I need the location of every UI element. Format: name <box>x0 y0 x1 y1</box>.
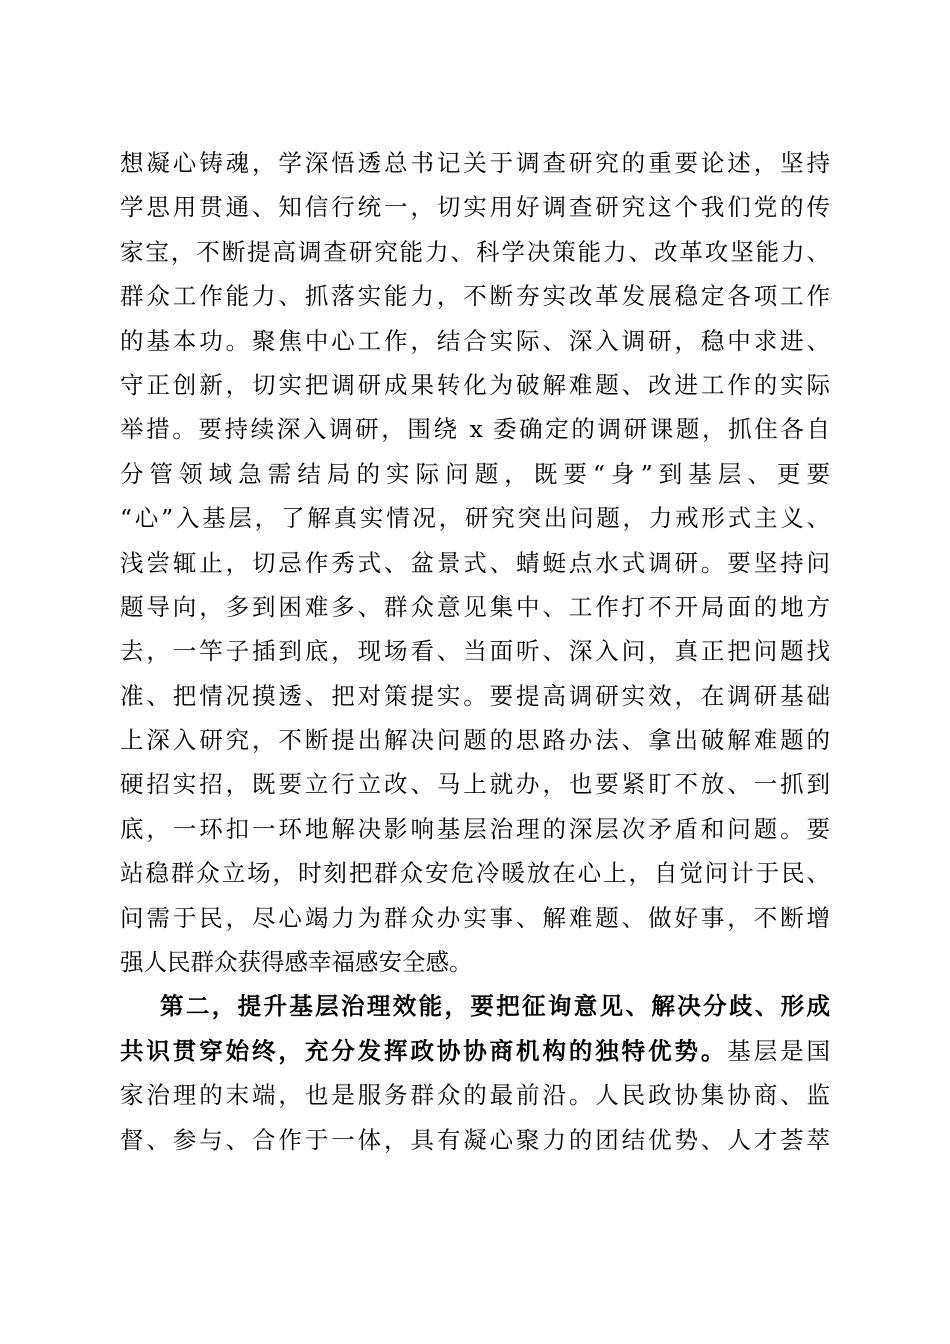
section-heading-bold: 共识贯穿始终，充分发挥政协协商机构的独特优势。 <box>120 1036 728 1065</box>
text-line: 群众工作能力、抓落实能力，不断夯实改革发展稳定各项工作 <box>120 282 830 311</box>
text-line: 想凝心铸魂，学深悟透总书记关于调查研究的重要论述，坚持 <box>120 149 830 177</box>
text-line: 题导向，多到困难多、群众意见集中、工作打不开局面的地方 <box>120 592 830 621</box>
paragraph-end-line: 强人民群众获得感幸福感安全感。 <box>120 948 473 977</box>
text-line: 举措。要持续深入调研，围绕 x 委确定的调研课题，抓住各自 <box>120 415 830 444</box>
text-line: 浅尝辄止，切忌作秀式、盆景式、蜻蜓点水式调研。要坚持问 <box>120 548 830 577</box>
text-line: 分管领域急需结局的实际问题，既要“身”到基层、更要 <box>120 459 830 488</box>
text-line: 去，一竿子插到底，现场看、当面听、深入问，真正把问题找 <box>120 637 830 666</box>
section-heading-line: 第二，提升基层治理效能，要把征询意见、解决分歧、形成 <box>160 992 830 1021</box>
text-line: 准、把情况摸透、把对策提实。要提高调研实效，在调研基础 <box>120 681 830 710</box>
text-line: 的基本功。聚焦中心工作，结合实际、深入调研，稳中求进、 <box>120 326 830 355</box>
text-line: 硬招实招，既要立行立改、马上就办，也要紧盯不放、一抓到 <box>120 770 830 799</box>
text-line: 问需于民，尽心竭力为群众办实事、解难题、做好事，不断增 <box>120 903 830 932</box>
text-line: 督、参与、合作于一体，具有凝心聚力的团结优势、人才荟萃 <box>120 1125 830 1154</box>
section-heading-line-mixed <box>120 1029 830 1073</box>
text-line: 站稳群众立场，时刻把群众安危冷暖放在心上，自觉问计于民、 <box>120 859 830 888</box>
text-line: 上深入研究，不断提出解决问题的思路办法、拿出破解难题的 <box>120 726 830 755</box>
body-text <box>120 141 830 1162</box>
text-line: 家宝，不断提高调查研究能力、科学决策能力、改革攻坚能力、 <box>120 237 830 266</box>
text-line: “心”入基层，了解真实情况，研究突出问题，力戒形式主义、 <box>120 504 830 533</box>
text-line: 守正创新，切实把调研成果转化为破解难题、改进工作的实际 <box>120 370 830 399</box>
section-text-continuation: 基层是国 <box>727 1036 831 1065</box>
text-line: 底，一环扣一环地解决影响基层治理的深层次矛盾和问题。要 <box>120 814 830 843</box>
text-line: 学思用贯通、知信行统一，切实用好调查研究这个我们党的传 <box>120 193 830 222</box>
text-line: 家治理的末端，也是服务群众的最前沿。人民政协集协商、监 <box>120 1081 830 1110</box>
